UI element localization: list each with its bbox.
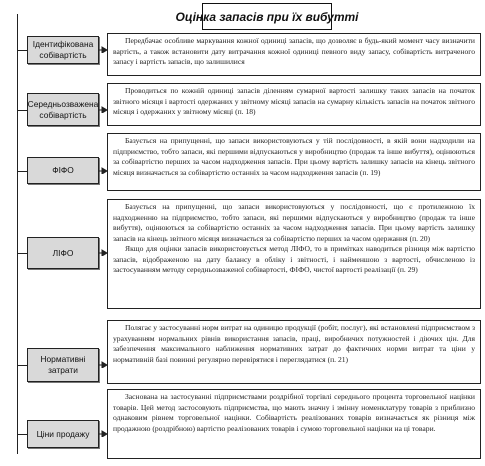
method-description-sales-prices: [107, 389, 481, 459]
method-description-weighted-average: [107, 83, 481, 126]
diagram-title: Оцінка запасів при їх вибутті: [202, 3, 332, 30]
description-paragraph: Заснована на застосуванні підприємствами роздрібної торгівлі середнього процента торговельної націнки товарів. Цей метод застосовують підприємства, що мають значну і змінну номенклатуру товарів з приблизно однаковим рівнем торговельної націнки. Собівартість реалізованих товарів визначається як різниця між продажною (роздрібною) вартістю реалізованих товарів і сумою торговельної націнки на ці товари.: [113, 392, 475, 433]
method-label-identified-cost: Ідентифікована собівартість: [27, 36, 99, 64]
description-paragraph: Полягає у застосуванні норм витрат на одиницю продукції (робіт, послуг), які встановлені підприємством з урахуванням нормальних рівнів використання запасів, праці, виробничих потужностей і діючих цін. Для забезпечення максимального наближення нормативних затрат до фактичних норми витрат та ціни у нормативній базі повинні регулярно перевірятися і переглядатися (п. 21): [113, 323, 475, 364]
description-paragraph: Якщо для оцінки запасів використовується метод ЛІФО, то в примітках наводиться різниця між вартістю запасів, відображеною на дату балансу в обліку і звітності, і найменшою з вартості, обчисленою із застосуванням методу середньозваженої собівартості, ФІФО, чистої вартості реалізації (п. 29): [113, 244, 475, 274]
connector-tick: [17, 50, 27, 51]
connector-spine: [17, 14, 18, 454]
method-description-standard-costs: [107, 320, 481, 384]
description-paragraph: Передбачає особливе маркування кожної одиниці запасів, що дозволяє в будь-який момент часу визначити вартість, а також встановити дату витрачання кожної одиниці певного виду запасу, собівартість витраченого запасу і вартість запасів, що залишилися: [113, 36, 475, 66]
method-description-lifo: [107, 199, 481, 309]
method-label-lifo: ЛІФО: [27, 237, 99, 269]
method-label-standard-costs: Нормативні затрати: [27, 348, 99, 382]
description-paragraph: Базується на припущенні, що запаси використовуються у послідовності, що є протилежною їх надходженню на підприємство, тобто запаси, які першими відпускаються у виробництво (продаж та інше вибуття), оцінюються за собівартістю останніх за часом надходження запасів. При цьому вартість залишку запасів на кінець звітного місяця визначається за собівартістю перших за часом одержання (п. 20): [113, 202, 475, 243]
method-description-fifo: [107, 133, 481, 191]
description-paragraph: Базується на припущенні, що запаси використовуються у тій послідовності, в якій вони надходили на підприємство, тобто запаси, які першими відпускаються у виробництво (продаж та інше вибуття), оцінюються за собівартістю перших за часом надходження запасів. При цьому вартість залишку запасів на кінець звітного місяця визначається за собівартістю останніх за часом надходження запасів (п. 19): [113, 136, 475, 177]
connector-tick: [17, 253, 27, 254]
method-label-fifo: ФІФО: [27, 157, 99, 184]
description-paragraph: Проводиться по кожній одиниці запасів діленням сумарної вартості залишку таких запасів на початок звітного місяця і вартості одержаних у звітному місяці запасів на сумарну кількість запасів на початок звітного місяця і одержаних у звітному місяці (п. 18): [113, 86, 475, 116]
method-description-identified-cost: [107, 33, 481, 76]
connector-tick: [17, 434, 27, 435]
method-label-weighted-average: Середньозважена собівартість: [27, 93, 99, 126]
connector-tick: [17, 171, 27, 172]
connector-tick: [17, 365, 27, 366]
method-label-sales-prices: Ціни продажу: [27, 420, 99, 448]
connector-tick: [17, 110, 27, 111]
